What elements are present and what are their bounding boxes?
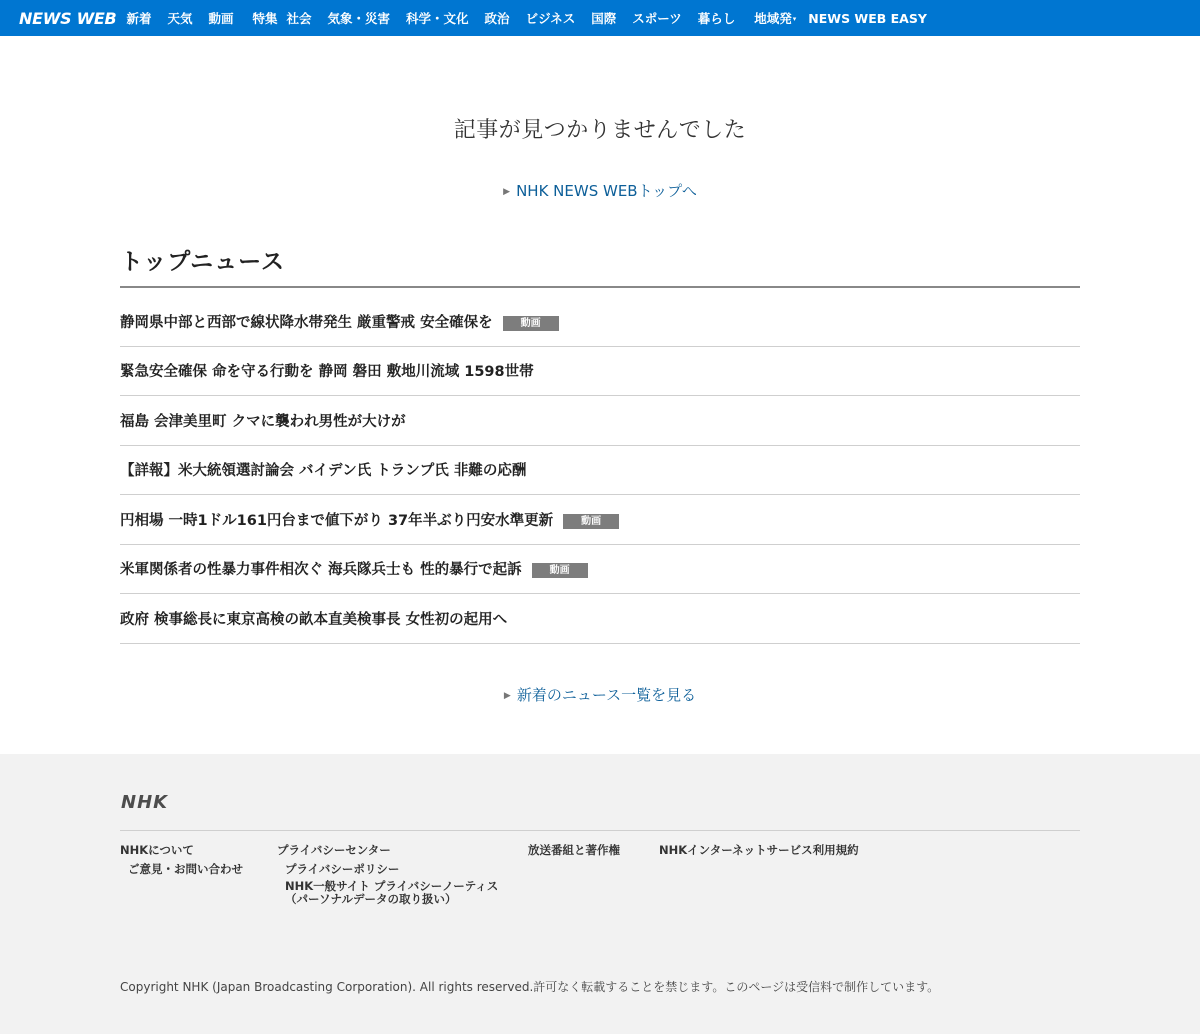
site-footer (0, 754, 1200, 1034)
footer-link-privacy-notice[interactable] (285, 880, 498, 906)
nav-item-science-culture[interactable]: 科学・文化 (406, 11, 469, 26)
nav-item-life[interactable]: 暮らし (697, 11, 736, 26)
video-badge: 動画 (532, 563, 588, 578)
footer-link-privacy-center[interactable]: プライバシーセンター (277, 843, 391, 857)
footer-link-about[interactable]: NHKについて (120, 843, 194, 857)
nav-item-sports[interactable]: スポーツ (632, 11, 682, 26)
footer-divider (120, 830, 1080, 831)
news-link[interactable] (120, 459, 526, 480)
news-link[interactable] (120, 311, 559, 332)
news-title: 福島 会津美里町 クマに襲われ男性が大けが (120, 413, 406, 430)
footer-link-privacy-policy[interactable]: プライバシーポリシー (285, 862, 400, 876)
nav-item-new[interactable]: 新着 (126, 11, 152, 26)
list-item (120, 545, 1080, 595)
list-item (120, 594, 1080, 644)
more-news-link-label: 新着のニュース一覧を見る (516, 686, 697, 704)
news-link[interactable] (120, 608, 507, 629)
privacy-notice-line-2: （パーソナルデータの取り扱い） (285, 892, 457, 906)
top-news-list (120, 297, 1080, 644)
footer-link-terms[interactable]: NHKインターネットサービス利用規約 (659, 843, 859, 857)
not-found-message: 記事が見つかりませんでした (453, 118, 747, 143)
news-link[interactable] (120, 360, 534, 381)
nav-item-society[interactable]: 社会 (286, 11, 312, 26)
nav-item-features[interactable]: 特集 (252, 11, 278, 26)
news-title: 【詳報】米大統領選討論会 バイデン氏 トランプ氏 非難の応酬 (120, 463, 527, 480)
list-item (120, 446, 1080, 496)
nav-item-video[interactable]: 動画 (208, 11, 234, 26)
nav-item-business[interactable]: ビジネス (525, 11, 576, 26)
news-title: 円相場 一時1ドル161円台まで値下がり 37年半ぶり円安水準更新 (120, 512, 554, 529)
list-item (120, 297, 1080, 347)
more-news-row (0, 684, 1200, 705)
footer-link-feedback[interactable]: ご意見・お問い合わせ (128, 862, 243, 876)
triangle-right-icon: ▶ (503, 187, 511, 197)
news-web-top-link-label: NHK NEWS WEBトップへ (516, 182, 697, 200)
nav-item-international[interactable]: 国際 (591, 11, 617, 26)
list-item (120, 396, 1080, 446)
nav-item-weather[interactable]: 天気 (167, 11, 193, 26)
news-title: 緊急安全確保 命を守る行動を 静岡 磐田 敷地川流域 1598世帯 (120, 364, 534, 381)
footer-link-copyright-works[interactable]: 放送番組と著作権 (528, 843, 620, 857)
triangle-right-icon: ▶ (503, 691, 511, 701)
nav-item-weather-disaster[interactable]: 気象・災害 (327, 11, 391, 26)
section-divider (120, 286, 1080, 288)
video-badge: 動画 (503, 316, 559, 331)
video-badge: 動画 (563, 514, 619, 529)
top-link-row (0, 180, 1200, 201)
more-news-link[interactable] (504, 686, 696, 704)
nav-item-regional-label: 地域発 (754, 11, 792, 26)
chevron-down-icon: ▾ (792, 15, 797, 23)
news-title: 静岡県中部と西部で線状降水帯発生 厳重警戒 安全確保を (120, 314, 493, 331)
privacy-notice-line-1: NHK一般サイト プライバシーノーティス (285, 879, 499, 893)
global-header (0, 0, 1200, 36)
news-title: 米軍関係者の性暴力事件相次ぐ 海兵隊兵士も 性的暴行で起訴 (120, 562, 522, 579)
news-link[interactable] (120, 509, 619, 530)
list-item (120, 495, 1080, 545)
nhk-logo[interactable]: NHK (121, 792, 169, 813)
news-title: 政府 検事総長に東京高検の畝本直美検事長 女性初の起用へ (120, 611, 508, 628)
nav-item-news-web-easy[interactable]: NEWS WEB EASY (808, 10, 927, 26)
news-web-logo[interactable]: NEWS WEB (19, 8, 117, 28)
nav-item-regional[interactable] (754, 9, 796, 27)
nav-item-politics[interactable]: 政治 (484, 11, 510, 26)
news-link[interactable] (120, 410, 406, 431)
main-nav (120, 0, 926, 36)
news-link[interactable] (120, 558, 588, 579)
top-news-heading: トップニュース (120, 249, 286, 275)
copyright-text: Copyright NHK (Japan Broadcasting Corporation). All rights reserved.許可なく転載することを禁じます。このページは受信料で制作しています。 (120, 980, 940, 994)
news-web-top-link[interactable] (503, 182, 697, 200)
list-item (120, 347, 1080, 397)
